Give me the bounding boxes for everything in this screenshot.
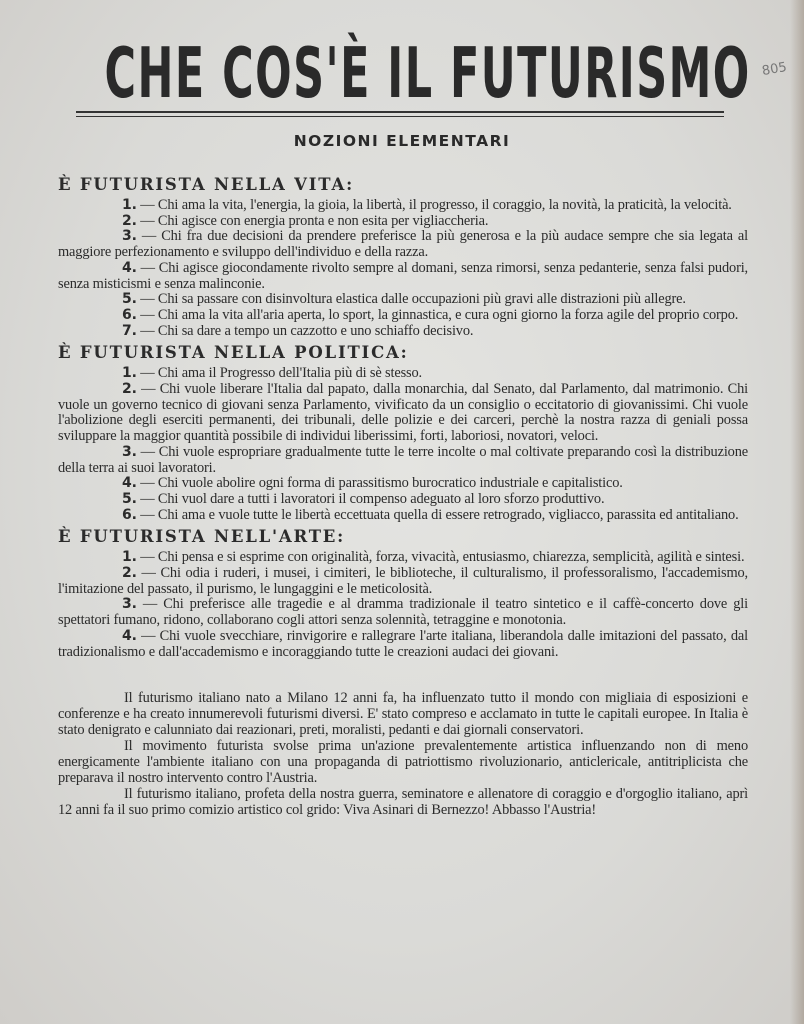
list-item [58,476,748,492]
item-text: — Chi sa dare a tempo un cazzotto e uno schiaffo decisivo. [140,322,474,339]
subtitle: NOZIONI ELEMENTARI [293,132,511,150]
list-item [58,308,748,324]
item-text: — Chi ama la vita, l'energia, la gioia, la libertà, il progresso, il coraggio, la novità, la praticità, la velocità. [140,197,732,213]
list-item [58,229,748,260]
item-number: 3. [122,443,137,460]
item-number: 2. [122,212,137,229]
section [58,526,748,660]
sections [58,174,748,660]
list-item [58,508,748,524]
item-text: — Chi agisce con energia pronta e non esita per vigliaccheria. [140,212,489,229]
item-text: — Chi vuol dare a tutti i lavoratori il compenso adeguato al loro sforzo produttivo. [140,490,605,507]
item-text: — Chi fra due decisioni da prendere preferisce la più generosa e la più audace sempre che sia legata al maggiore perfezionamento e sviluppo dell'individuo e della razza. [58,228,748,261]
item-text: — Chi preferisce alle tragedie e al dramma tradizionale il teatro sintetico e il caffè-concerto dove gli spettatori fumano, ridono, collaborano cogli attori senza solennità, tetraggine e monotonia. [58,596,748,629]
list-item [58,198,748,214]
list-item [58,566,748,597]
closing-paragraph: Il futurismo italiano nato a Milano 12 anni fa, ha influenzato tutto il mondo con migliaia di esposizioni e conferenze e ha creato innumerevoli futurismi diversi. E' stato compreso e acclamato in tutte le capitali europee. In Italia è stato denigrato e calunniato dai reazionari, preti, moralisti, pedanti e dai giornali conservatori. [58,690,748,739]
list-item [58,445,748,476]
item-number: 3. [122,596,137,613]
list-item [58,492,748,508]
section [58,174,748,339]
paper-edge-shadow [790,0,804,1024]
page-title: CHE COS'È IL FUTURISMO [104,32,751,114]
item-text: — Chi vuole liberare l'Italia dal papato, dalla monarchia, dal Senato, dal Parlamento, dal matrimonio. Chi vuole un governo tecnico di giovani senza Parlamento, vivificato da un consiglio o eccitatorio di giovanissimi. Chi vuole l'abolizione degli eserciti permanenti, dei tribunali, delle polizie e dei carceri, perchè la nostra razza di geniali possa sviluppare la maggior quantità possibile di individui liberissimi, forti, laboriosi, novatori, veloci. [58,381,748,445]
item-number: 1. [122,549,137,566]
item-number: 6. [122,506,137,523]
item-number: 5. [122,490,137,507]
item-number: 2. [122,381,137,398]
item-number: 4. [122,259,137,276]
item-number: 3. [122,228,137,245]
document-body [58,0,751,838]
closing-text [58,690,748,818]
item-text: — Chi vuole svecchiare, rinvigorire e rallegrare l'arte italiana, liberandola dalle imitazioni del passato, dal tradizionalismo e dall'accademismo e incoraggiando tutte le creazioni audaci dei giovani. [58,627,748,660]
section-heading: È FUTURISTA NELLA VITA: [58,175,354,194]
item-text: — Chi sa passare con disinvoltura elastica dalle occupazioni più gravi alle distrazioni più allegre. [140,291,686,308]
list-item [58,629,748,660]
section-heading: È FUTURISTA NELL'ARTE: [58,527,346,547]
section [58,342,748,523]
list-item [58,550,748,566]
item-text: — Chi agisce giocondamente rivolto sempre al domani, senza rimorsi, senza pedanterie, senza falsi pudori, senza misticismi e senza malinconie. [58,259,749,292]
item-number: 7. [122,322,137,339]
item-number: 6. [122,306,137,323]
list-item [58,261,748,292]
item-number: 2. [122,565,137,582]
item-text: — Chi odia i ruderi, i musei, i cimiteri, le biblioteche, il culturalismo, il professoralismo, l'accademismo, l'imitazione del passato, il purismo, le lungaggini e le meticolosità. [58,565,748,597]
item-number: 4. [122,627,137,644]
item-number: 1. [122,197,137,213]
list-item [58,324,748,340]
item-number: 1. [122,365,137,382]
item-text: — Chi pensa e si esprime con originalità, forza, vivacità, entusiasmo, chiarezza, semplicità, agilità e sintesi. [140,549,745,566]
item-number: 4. [122,475,137,492]
item-text: — Chi vuole espropriare gradualmente tutte le terre incolte o mal coltivate preparando così la distribuzione della terra ai suoi lavoratori. [58,443,749,476]
item-text: — Chi ama la vita all'aria aperta, lo sport, la ginnastica, e cura ogni giorno la forza agile del proprio corpo. [140,306,739,323]
handwritten-note: 805 [760,59,788,80]
closing-paragraph: Il movimento futurista svolse prima un'azione prevalentemente artistica influenzando non di meno energicamente l'ambiente italiano con una propaganda di patriottismo rivoluzionario, anticlericale, antitriplicista che preparava il nostro intervento contro l'Austria. [58,738,748,787]
item-text: — Chi ama e vuole tutte le libertà eccettuata quella di essere retrogrado, vigliacco, parassita ed antitaliano. [140,506,739,523]
item-number: 5. [122,291,137,308]
section-heading: È FUTURISTA NELLA POLITICA: [58,343,409,363]
list-item [58,366,748,382]
item-text: — Chi vuole abolire ogni forma di parassitismo burocratico industriale e capitalistico. [140,475,623,492]
list-item [58,382,748,445]
closing-paragraph: Il futurismo italiano, profeta della nostra guerra, seminatore e allenatore di coraggio e d'orgoglio italiano, aprì 12 anni fa il suo primo comizio artistico col grido: Viva Asinari di Bernezzo! Abbasso l'Austria! [58,786,748,819]
list-item [58,292,748,308]
item-text: — Chi ama il Progresso dell'Italia più di sè stesso. [140,365,422,382]
list-item [58,214,748,230]
list-item [58,597,748,628]
